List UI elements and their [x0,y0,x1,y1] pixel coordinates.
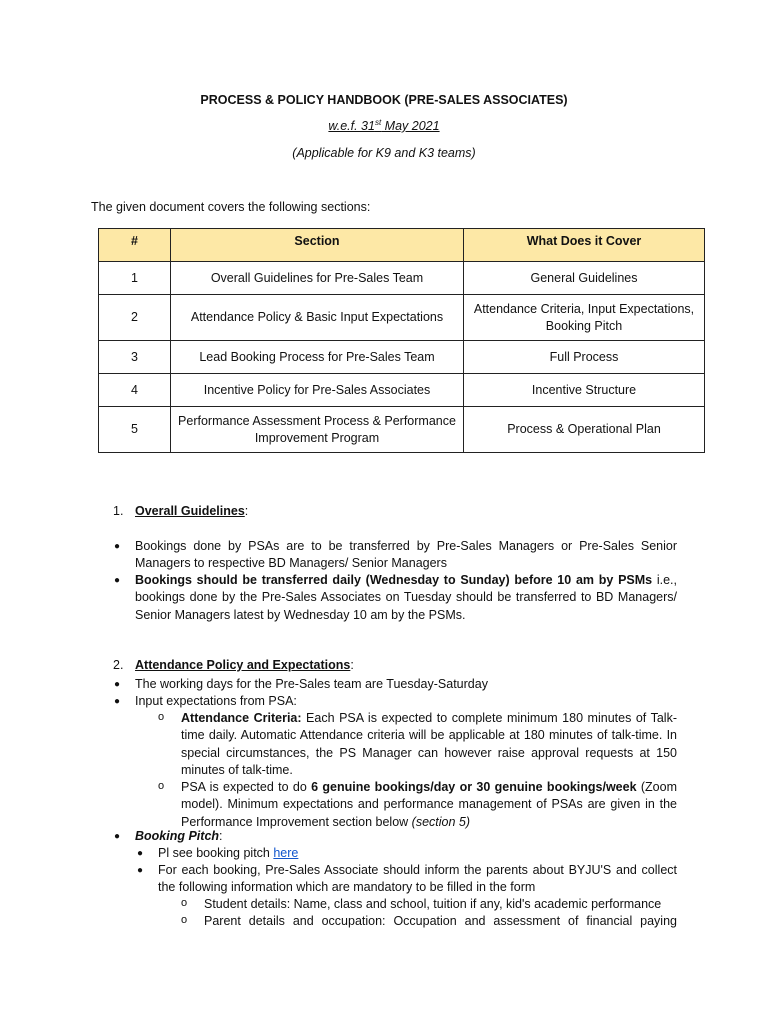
row-section: Incentive Policy for Pre-Sales Associates [171,374,464,407]
row-number: 1 [99,262,171,295]
header-coverage: What Does it Cover [464,229,705,262]
bullet-icon: ● [136,865,144,876]
section-2-heading: Attendance Policy and Expectations: [135,658,354,672]
section-2-bullet-1: The working days for the Pre-Sales team are Tuesday-Saturday [135,677,488,691]
table-row [99,374,705,407]
row-section: Lead Booking Process for Pre-Sales Team [171,341,464,374]
document-title: PROCESS & POLICY HANDBOOK (PRE-SALES ASSOCIATES) [200,93,568,107]
parent-details: Parent details and occupation: Occupation and assessment of financial paying [204,914,677,928]
row-section: Attendance Policy & Basic Input Expectations [171,295,464,341]
applicable-note: (Applicable for K9 and K3 teams) [292,146,476,160]
bullet-icon: ● [136,848,144,859]
student-details: Student details: Name, class and school, tuition if any, kid's academic performance [204,897,662,911]
booking-info-instructions: For each booking, Pre-Sales Associate should inform the parents about BYJU'S and collect the following information which are mandatory to be filled in the form [158,863,677,895]
row-section: Overall Guidelines for Pre-Sales Team [171,262,464,295]
row-coverage: Attendance Criteria, Input Expectations, Booking Pitch [464,295,705,341]
booking-pitch-heading: Booking Pitch: [135,829,223,843]
row-number: 5 [99,407,171,453]
section-1-heading: Overall Guidelines: [135,504,249,518]
bullet-icon: ● [113,541,121,552]
row-coverage: Incentive Structure [464,374,705,407]
bullet-icon: ● [113,679,121,690]
row-number: 3 [99,341,171,374]
sub-bullet-icon: o [158,780,165,792]
booking-pitch-link[interactable]: here [273,846,299,860]
section-1-bullet-2: Bookings should be transferred daily (Wednesday to Sunday) before 10 am by PSMs i.e., bookings done by the Pre-Sales Associates on Tuesday should be transferred to BD Managers/ Senior Managers latest by Wednesday 10 am by the PSMs. [135,573,678,622]
sub-bullet-icon: o [181,897,188,909]
sub-bullet-icon: o [158,711,165,723]
row-section: Performance Assessment Process & Performance Improvement Program [171,407,464,453]
row-coverage: Process & Operational Plan [464,407,705,453]
row-number: 4 [99,374,171,407]
attendance-criteria: Attendance Criteria: Each PSA is expected to complete minimum 180 minutes of Talk-time daily. Automatic Attendance criteria will be applicable at 180 minutes of talk-time. In special circumstances, the PS Manager can however raise approval requests at 150 minutes of talk-time. [181,711,677,777]
table-row [99,295,705,341]
table-row [99,341,705,374]
row-coverage: Full Process [464,341,705,374]
header-number: # [99,229,171,262]
bullet-icon: ● [113,696,121,707]
section-1-bullet-1: Bookings done by PSAs are to be transferred by Pre-Sales Managers or Pre-Sales Senior Managers to respective BD Managers/ Senior Managers [135,539,677,571]
booking-expectations: PSA is expected to do 6 genuine bookings/day or 30 genuine bookings/week (Zoom model). Minimum expectations and performance management of PSAs are given in the Performance Improvement section below (section 5) [181,780,678,829]
booking-pitch-line: Pl see booking pitch here [158,846,299,860]
table-header-row [99,229,705,262]
effective-date: w.e.f. 31st May 2021 [328,117,440,133]
sub-bullet-icon: o [181,914,188,926]
row-coverage: General Guidelines [464,262,705,295]
bullet-icon: ● [113,575,121,586]
header-section: Section [171,229,464,262]
table-row [99,262,705,295]
section-2-number: 2. [113,658,124,672]
row-number: 2 [99,295,171,341]
section-2-bullet-2: Input expectations from PSA: [135,694,297,708]
table-row [99,407,705,453]
section-1-number: 1. [113,504,124,518]
sections-table [98,228,705,453]
bullet-icon: ● [113,831,121,842]
intro-text: The given document covers the following sections: [91,200,371,214]
